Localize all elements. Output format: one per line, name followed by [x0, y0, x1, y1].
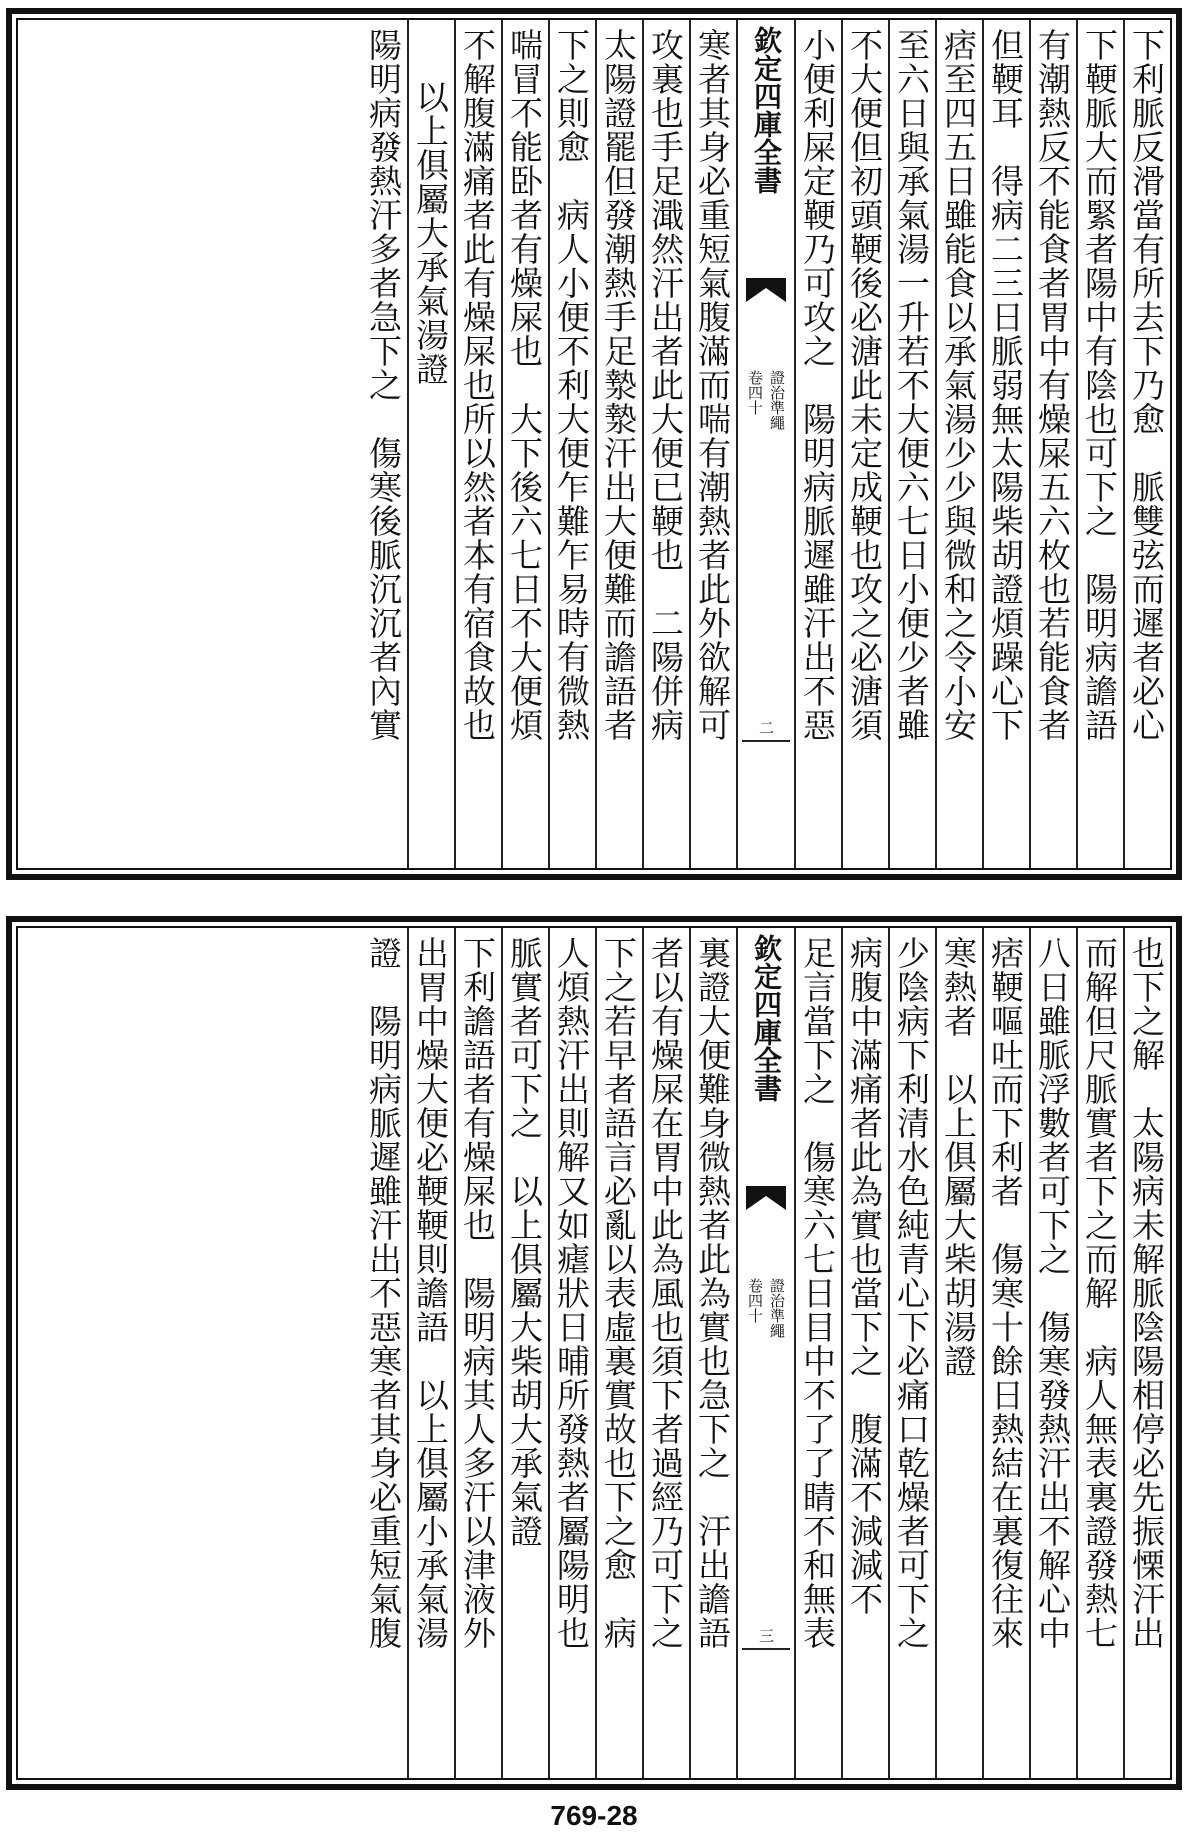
- fish-tail-mark-icon: [746, 1186, 786, 1210]
- folio-number: 三: [757, 1628, 775, 1643]
- text-column: 寒者其身必重短氣腹滿而喘有潮熱者此外欲解可: [689, 20, 736, 868]
- page-bottom-text-frame: [16, 926, 1172, 1780]
- text-column: 至六日與承氣湯一升若不大便六七日小便少者雖: [888, 20, 935, 868]
- text-column: 者以有燥屎在胃中此為風也須下者過經乃可下之: [642, 928, 689, 1778]
- folio-number: 二: [757, 720, 775, 735]
- text-column: 攻裏也手足濈然汗出者此大便已鞕也 二陽併病: [642, 20, 689, 868]
- fish-tail-mark-icon: [746, 278, 786, 302]
- text-column: 八日雖脈浮數者可下之 傷寒發熱汗出不解心中: [1029, 928, 1076, 1778]
- center-gutter: [736, 20, 794, 868]
- text-column: 證 陽明病脈遲雖汗出不惡寒者其身必重短氣腹: [364, 936, 403, 1650]
- text-column: 出胃中燥大便必鞕鞕則譫語 以上俱屬小承氣湯: [407, 928, 454, 1778]
- text-column: 有潮熱反不能食者胃中有燥屎五六枚也若能食者: [1029, 20, 1076, 868]
- text-column: 下之則愈 病人小便不利大便乍難乍易時有微熱: [548, 20, 595, 868]
- gutter-meta-volume: 卷四十: [746, 1278, 764, 1323]
- page-top-text-frame: [16, 18, 1172, 870]
- text-column-summary: 以上俱屬大承氣湯證: [407, 20, 454, 868]
- text-column: 寒熱者 以上俱屬大柴胡湯證: [935, 928, 982, 1778]
- gutter-meta-volume: 卷四十: [746, 370, 764, 415]
- text-column: 太陽證罷但發潮熱手足漐漐汗出大便難而譫語者: [595, 20, 642, 868]
- text-column: 而解但尺脈實者下之而解 病人無表裏證發熱七: [1076, 928, 1123, 1778]
- text-column: 少陰病下利清水色純青心下必痛口乾燥者可下之: [888, 928, 935, 1778]
- text-column: 人煩熱汗出則解又如瘧狀日晡所發熱者屬陽明也: [548, 928, 595, 1778]
- text-column: 喘冒不能卧者有燥屎也 大下後六七日不大便煩: [501, 20, 548, 868]
- page-bottom: [6, 916, 1182, 1790]
- text-column: 痞鞕嘔吐而下利者 傷寒十餘日熱結在裏復往來: [982, 928, 1029, 1778]
- text-column: 不大便但初頭鞕後必溏此未定成鞕也攻之必溏須: [841, 20, 888, 868]
- footer-page-number: 769-28: [550, 1800, 638, 1831]
- gutter-rule: [742, 740, 790, 742]
- text-column: 下利譫語者有燥屎也 陽明病其人多汗以津液外: [454, 928, 501, 1778]
- text-column: 下鞕脈大而緊者陽中有陰也可下之 陽明病譫語: [1076, 20, 1123, 868]
- page-top: [6, 8, 1182, 880]
- text-column: 下利脈反滑當有所去下乃愈 脈雙弦而遲者必心: [1123, 20, 1170, 868]
- text-column: 足言當下之 傷寒六七日目中不了了睛不和無表: [794, 928, 841, 1778]
- text-column: 不解腹滿痛者此有燥屎也所以然者本有宿食故也: [454, 20, 501, 868]
- book-title: 欽定四庫全書: [750, 934, 783, 1102]
- text-column: 脈實者可下之 以上俱屬大柴胡大承氣證: [501, 928, 548, 1778]
- gutter-meta-title: 證治準繩: [768, 1278, 786, 1338]
- text-column: 也下之解 太陽病未解脈陰陽相停必先振慄汗出: [1123, 928, 1170, 1778]
- text-column: 下之若早者語言必亂以表虛裏實故也下之愈 病: [595, 928, 642, 1778]
- center-gutter: [736, 928, 794, 1778]
- gutter-rule: [742, 1648, 790, 1650]
- text-column: 陽明病發熱汗多者急下之 傷寒後脈沉沉者內實: [364, 28, 403, 742]
- text-column: 病腹中滿痛者此為實也當下之 腹滿不減減不: [841, 928, 888, 1778]
- text-column: 小便利屎定鞕乃可攻之 陽明病脈遲雖汗出不惡: [794, 20, 841, 868]
- gutter-meta-title: 證治準繩: [768, 370, 786, 430]
- gutter-meta: [746, 370, 786, 430]
- text-column: 但鞕耳 得病二三日脈弱無太陽柴胡證煩躁心下: [982, 20, 1029, 868]
- text-column: 裏證大便難身微熱者此為實也急下之 汗出譫語: [689, 928, 736, 1778]
- book-title: 欽定四庫全書: [750, 26, 783, 194]
- text-column: 痞至四五日雖能食以承氣湯少少與微和之令小安: [935, 20, 982, 868]
- gutter-meta: [746, 1278, 786, 1338]
